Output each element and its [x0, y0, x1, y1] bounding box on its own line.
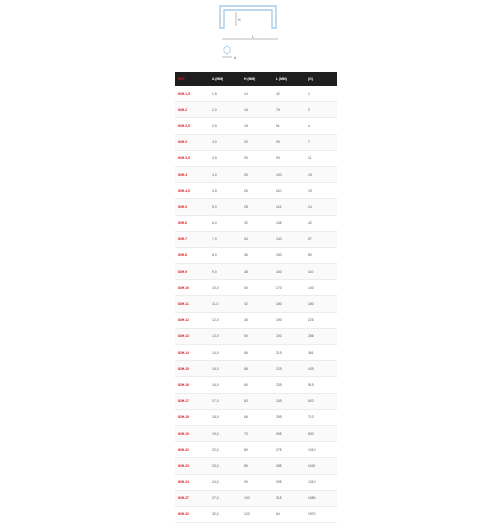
table-row — [175, 183, 337, 199]
value-cell: 110 — [273, 183, 305, 199]
table-row — [175, 134, 337, 150]
a-label: A — [234, 56, 237, 60]
value-cell: 3,0 — [209, 134, 241, 150]
value-cell: 56 — [241, 345, 273, 361]
value-cell: 75 — [273, 102, 305, 118]
value-cell: 1310 — [305, 474, 337, 490]
hex-key-outline — [220, 6, 276, 28]
value-cell: 100 — [273, 166, 305, 182]
value-cell: 24,0 — [209, 474, 241, 490]
ref-cell: 83H.15 — [175, 361, 209, 377]
table-row — [175, 215, 337, 231]
ref-cell: 83H.3 — [175, 134, 209, 150]
l-label: L — [252, 35, 254, 39]
value-cell: 40 — [241, 280, 273, 296]
value-cell: 180 — [305, 296, 337, 312]
header-h: H (MM) — [241, 72, 273, 86]
value-cell: 80 — [241, 442, 273, 458]
ref-cell: 83H.9 — [175, 264, 209, 280]
value-cell: 36 — [241, 247, 273, 263]
ref-cell: 83H.17 — [175, 393, 209, 409]
header-weight: (G) — [305, 72, 337, 86]
table-row — [175, 474, 337, 490]
value-cell: 17,0 — [209, 393, 241, 409]
value-cell: 23,0 — [209, 458, 241, 474]
hex-key-spec-table — [175, 72, 337, 523]
value-cell: 63 — [241, 393, 273, 409]
value-cell: 361 — [305, 345, 337, 361]
value-cell: 235 — [273, 377, 305, 393]
value-cell: 93 — [273, 150, 305, 166]
ref-cell: 83H.1,5 — [175, 86, 209, 102]
value-cell: 16 — [241, 102, 273, 118]
value-cell: 1010 — [305, 442, 337, 458]
ref-cell: 83H.18 — [175, 409, 209, 425]
value-cell: 150 — [273, 247, 305, 263]
value-cell: 66 — [241, 409, 273, 425]
ref-cell: 83H.5 — [175, 199, 209, 215]
value-cell: 713 — [305, 409, 337, 425]
value-cell: 9,0 — [209, 264, 241, 280]
value-cell: 830 — [305, 425, 337, 441]
table-row — [175, 264, 337, 280]
table-row — [175, 280, 337, 296]
value-cell: 19 — [305, 183, 337, 199]
table-row — [175, 86, 337, 102]
value-cell: 2,5 — [209, 118, 241, 134]
value-cell: 50 — [241, 328, 273, 344]
value-cell: 11,0 — [209, 296, 241, 312]
value-cell: 25 — [241, 150, 273, 166]
header-a: A (MM) — [209, 72, 241, 86]
value-cell: 27,0 — [209, 490, 241, 506]
table-row — [175, 312, 337, 328]
table-row — [175, 328, 337, 344]
table-body — [175, 86, 337, 523]
table-row — [175, 442, 337, 458]
value-cell: 61 — [273, 118, 305, 134]
value-cell: 180 — [273, 296, 305, 312]
ref-cell: 83H.2 — [175, 102, 209, 118]
ref-cell: 83H.3,5 — [175, 150, 209, 166]
ref-cell: 83H.23 — [175, 458, 209, 474]
header-ref: REF — [175, 72, 209, 86]
table-row — [175, 231, 337, 247]
value-cell: 200 — [273, 328, 305, 344]
value-cell: 4,5 — [209, 183, 241, 199]
header-l: L (MM) — [273, 72, 305, 86]
value-cell: 42 — [273, 86, 305, 102]
value-cell: 14 — [241, 86, 273, 102]
value-cell: 275 — [273, 442, 305, 458]
value-cell: 19,0 — [209, 425, 241, 441]
value-cell: 11 — [305, 150, 337, 166]
value-cell: 58 — [241, 361, 273, 377]
value-cell: 15 — [305, 166, 337, 182]
value-cell: 42 — [241, 296, 273, 312]
table-row — [175, 166, 337, 182]
ref-cell: 83H.19 — [175, 425, 209, 441]
value-cell: 12,0 — [209, 312, 241, 328]
table-row — [175, 393, 337, 409]
value-cell: 15,0 — [209, 361, 241, 377]
ref-cell: 83H.13 — [175, 328, 209, 344]
ref-cell: 83H.27 — [175, 490, 209, 506]
value-cell: 22,0 — [209, 442, 241, 458]
value-cell: 57 — [305, 231, 337, 247]
value-cell: 26 — [241, 183, 273, 199]
value-cell: 34 — [241, 231, 273, 247]
value-cell: 60 — [241, 377, 273, 393]
ref-cell: 83H.14 — [175, 345, 209, 361]
table-row — [175, 425, 337, 441]
value-cell: 18,0 — [209, 409, 241, 425]
value-cell: 42 — [305, 215, 337, 231]
table-header-row — [175, 72, 337, 86]
value-cell: 85 — [241, 458, 273, 474]
table-row — [175, 102, 337, 118]
ref-cell: 83H.4 — [175, 166, 209, 182]
value-cell: 1580 — [305, 490, 337, 506]
value-cell: 90 — [273, 134, 305, 150]
value-cell: 6,0 — [209, 215, 241, 231]
ref-cell: 83H.8 — [175, 247, 209, 263]
value-cell: 140 — [273, 231, 305, 247]
value-cell: 32,0 — [209, 506, 241, 522]
value-cell: 38 — [241, 264, 273, 280]
ref-cell: 83H.4,5 — [175, 183, 209, 199]
value-cell: 100 — [241, 490, 273, 506]
value-cell: 225 — [305, 312, 337, 328]
value-cell: 170 — [273, 280, 305, 296]
table-row — [175, 247, 337, 263]
value-cell: 14,0 — [209, 345, 241, 361]
value-cell: 18 — [241, 118, 273, 134]
table-row — [175, 361, 337, 377]
value-cell: 1160 — [305, 458, 337, 474]
value-cell: 24 — [305, 199, 337, 215]
value-cell: 215 — [273, 345, 305, 361]
value-cell: 115 — [273, 199, 305, 215]
table-row — [175, 490, 337, 506]
table-row — [175, 199, 337, 215]
value-cell: 64 — [273, 506, 305, 522]
table-row — [175, 409, 337, 425]
value-cell: 10,0 — [209, 280, 241, 296]
value-cell: 110 — [305, 264, 337, 280]
ref-cell: 83H.2,5 — [175, 118, 209, 134]
value-cell: 2,0 — [209, 102, 241, 118]
value-cell: 1970 — [305, 506, 337, 522]
value-cell: 120 — [241, 506, 273, 522]
value-cell: 286 — [305, 328, 337, 344]
value-cell: 435 — [305, 361, 337, 377]
value-cell: 28 — [241, 199, 273, 215]
value-cell: 1,5 — [209, 86, 241, 102]
value-cell: 70 — [241, 425, 273, 441]
h-label: H — [238, 18, 241, 22]
value-cell: 285 — [273, 458, 305, 474]
value-cell: 190 — [273, 312, 305, 328]
ref-cell: 83H.7 — [175, 231, 209, 247]
value-cell: 602 — [305, 393, 337, 409]
value-cell: 32 — [241, 215, 273, 231]
value-cell: 3,5 — [209, 150, 241, 166]
value-cell: 160 — [273, 264, 305, 280]
value-cell: 135 — [273, 215, 305, 231]
value-cell: 245 — [273, 393, 305, 409]
table-row — [175, 377, 337, 393]
table-row — [175, 506, 337, 522]
value-cell: 4,0 — [209, 166, 241, 182]
ref-cell: 83H.12 — [175, 312, 209, 328]
value-cell: 5,0 — [209, 199, 241, 215]
value-cell: 140 — [305, 280, 337, 296]
ref-cell: 83H.11 — [175, 296, 209, 312]
value-cell: 315 — [273, 490, 305, 506]
value-cell: 25 — [241, 166, 273, 182]
hex-key-dimension-diagram — [210, 4, 290, 64]
ref-cell: 83H.32 — [175, 506, 209, 522]
table-row — [175, 150, 337, 166]
value-cell: 16,0 — [209, 377, 241, 393]
value-cell: 225 — [273, 361, 305, 377]
value-cell: 515 — [305, 377, 337, 393]
value-cell: 2 — [305, 102, 337, 118]
ref-cell: 83H.10 — [175, 280, 209, 296]
ref-cell: 83H.16 — [175, 377, 209, 393]
value-cell: 20 — [241, 134, 273, 150]
value-cell: 295 — [273, 474, 305, 490]
table-row — [175, 458, 337, 474]
table-row — [175, 118, 337, 134]
value-cell: 265 — [273, 425, 305, 441]
value-cell: 7,0 — [209, 231, 241, 247]
value-cell: 80 — [305, 247, 337, 263]
table-row — [175, 296, 337, 312]
value-cell: 7 — [305, 134, 337, 150]
value-cell: 255 — [273, 409, 305, 425]
ref-cell: 83H.22 — [175, 442, 209, 458]
ref-cell: 83H.6 — [175, 215, 209, 231]
value-cell: 8,0 — [209, 247, 241, 263]
value-cell: 1 — [305, 86, 337, 102]
table-row — [175, 345, 337, 361]
value-cell: 90 — [241, 474, 273, 490]
value-cell: 13,0 — [209, 328, 241, 344]
hex-section-icon — [224, 46, 230, 54]
ref-cell: 83H.24 — [175, 474, 209, 490]
value-cell: 4 — [305, 118, 337, 134]
value-cell: 45 — [241, 312, 273, 328]
